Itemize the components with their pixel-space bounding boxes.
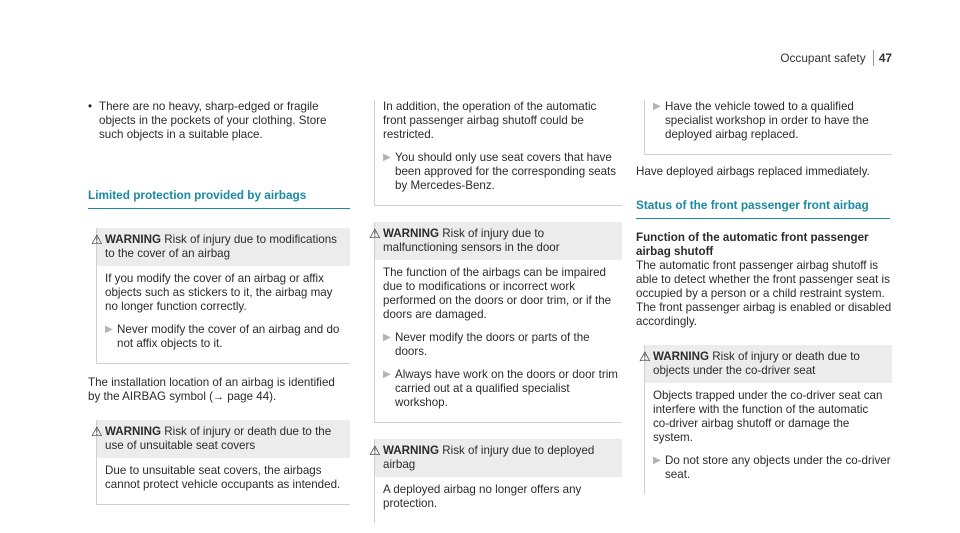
page-header <box>780 51 892 65</box>
warning-title: Risk of injury due to malfunctioning sensors in the door <box>383 227 560 254</box>
step-item <box>375 151 622 193</box>
warning-label: WARNING <box>105 233 162 246</box>
warning-body: If you modify the cover of an airbag or affix objects such as stickers to it, the airbag may no longer function correctly. <box>105 272 333 313</box>
arrow-right-icon: ▶ <box>653 455 661 466</box>
section-title: Limited protection provided by airbags <box>88 188 350 209</box>
step-item <box>645 454 892 482</box>
warning-label: WARNING <box>383 227 440 240</box>
step-item <box>97 323 350 351</box>
arrow-right-icon: ▶ <box>383 369 391 380</box>
continued-warning-box <box>644 100 892 155</box>
deployed-text: Have deployed airbags replaced immediately. <box>636 165 870 178</box>
warning-triangle-icon: ⚠ <box>639 349 651 364</box>
warning-header <box>639 345 892 383</box>
warning-title: Risk of injury or death due to objects under the co-driver seat <box>653 350 860 377</box>
warning-triangle-icon: ⚠ <box>91 232 103 247</box>
warning-body: The function of the airbags can be impaired due to modifications or incorrect work performed on the doors or door trim, or if the doors are damaged. <box>383 266 612 321</box>
bullet-text: There are no heavy, sharp-edged or fragile objects in the pockets of your clothing. Store such objects in a suitable place. <box>99 100 327 141</box>
warning-box <box>369 439 622 523</box>
intro-text: In addition, the operation of the automatic front passenger airbag shutoff could be restricted. <box>383 100 597 141</box>
arrow-right-icon: ▶ <box>383 152 391 163</box>
install-text: The installation location of an airbag is identified by the AIRBAG symbol ( <box>88 376 335 403</box>
warning-body: Objects trapped under the co-driver seat can interfere with the function of the automatic co-driver airbag shutoff or damage the system. <box>653 389 883 444</box>
warning-body: A deployed airbag no longer offers any protection. <box>383 483 582 510</box>
warning-header <box>369 222 622 260</box>
step-text: You should only use seat covers that have been approved for the corresponding seats by Mercedes-Benz. <box>395 151 617 192</box>
warning-box <box>91 228 350 364</box>
warning-box <box>369 222 622 423</box>
step-text: Always have work on the doors or door trim carried out at a qualified specialist workshop. <box>395 368 618 409</box>
warning-triangle-icon: ⚠ <box>91 424 103 439</box>
bullet-icon: • <box>88 100 93 113</box>
warning-header <box>91 420 350 458</box>
subheading-text: The automatic front passenger airbag shutoff is able to detect whether the front passenger seat is occupied by a person or a child restraint system. The front passenger airbag is enabled or disabled accordingly. <box>636 259 892 328</box>
section-name: Occupant safety <box>780 51 866 65</box>
page-reference-link[interactable]: page 44 <box>227 390 270 403</box>
warning-title: Risk of injury due to deployed airbag <box>383 444 595 471</box>
arrow-right-icon: ▶ <box>653 101 661 112</box>
warning-body: Due to unsuitable seat covers, the airbags cannot protect vehicle occupants as intended. <box>105 464 341 491</box>
page-ref-arrow-icon: → <box>213 391 225 403</box>
warning-triangle-icon: ⚠ <box>369 226 381 241</box>
warning-box <box>91 420 350 505</box>
bullet-item <box>88 100 350 142</box>
warning-title: Risk of injury or death due to the use of unsuitable seat covers <box>105 425 332 452</box>
warning-label: WARNING <box>383 444 440 457</box>
continued-warning-box <box>374 100 622 206</box>
warning-box <box>639 345 892 494</box>
column-3 <box>636 100 892 494</box>
subheading: Function of the automatic front passenger airbag shutoff <box>636 231 869 258</box>
step-text: Never modify the doors or parts of the doors. <box>395 331 590 358</box>
arrow-right-icon: ▶ <box>383 332 391 343</box>
step-text: Never modify the cover of an airbag and do not affix objects to it. <box>117 323 340 350</box>
warning-label: WARNING <box>653 350 710 363</box>
warning-triangle-icon: ⚠ <box>369 443 381 458</box>
install-text-end: ). <box>269 390 277 403</box>
column-2 <box>366 100 622 523</box>
install-paragraph <box>88 376 350 404</box>
warning-label: WARNING <box>105 425 162 438</box>
warning-title: Risk of injury due to modifications to the cover of an airbag <box>105 233 337 260</box>
step-item <box>375 368 622 410</box>
arrow-right-icon: ▶ <box>105 324 113 335</box>
column-1 <box>88 100 350 505</box>
warning-header <box>369 439 622 477</box>
warning-header <box>91 228 350 266</box>
step-item <box>645 100 892 142</box>
section-title: Status of the front passenger front airbag <box>636 198 890 219</box>
step-text: Do not store any objects under the co-driver seat. <box>665 454 891 481</box>
step-item <box>375 331 622 359</box>
step-text: Have the vehicle towed to a qualified specialist workshop in order to have the deployed airbag replaced. <box>665 100 869 141</box>
page-number: 47 <box>878 51 892 65</box>
